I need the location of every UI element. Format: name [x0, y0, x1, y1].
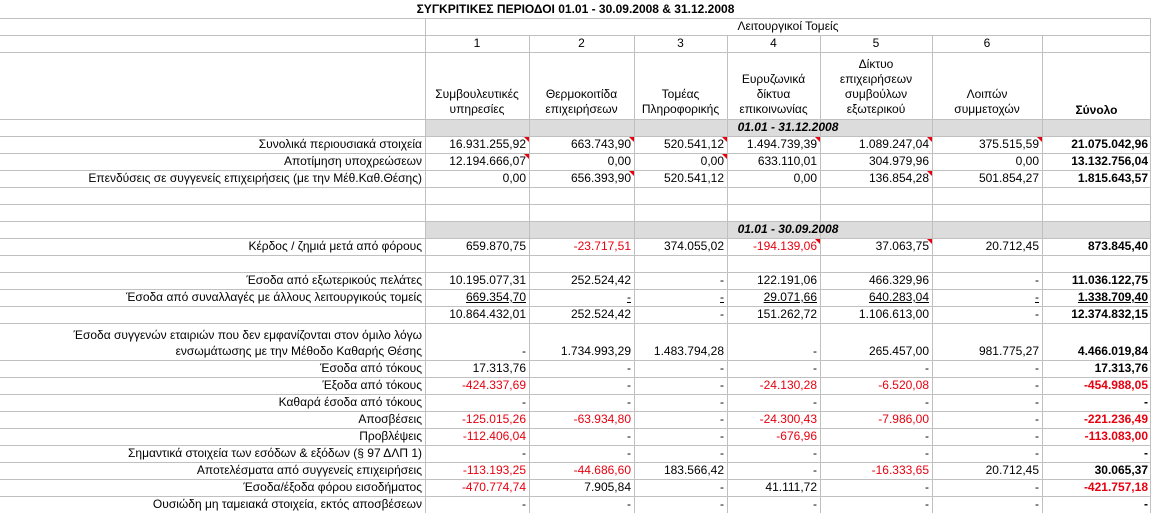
revenue-row-value[interactable]: -: [1035, 307, 1039, 321]
asset-row-value[interactable]: 0,00: [1015, 154, 1039, 168]
assoc-value[interactable]: -: [522, 344, 526, 358]
detail-row-value[interactable]: -: [1035, 361, 1039, 375]
detail-row-value[interactable]: -: [813, 361, 817, 375]
asset-row-label[interactable]: Συνολικά περιουσιακά στοιχεία: [258, 137, 422, 151]
profit-row-total[interactable]: 873.845,40: [1087, 239, 1148, 253]
segment-name-2[interactable]: Θερμοκοιτίδα: [545, 87, 618, 101]
segment-name-5[interactable]: εξωτερικού: [846, 102, 906, 116]
detail-row-value[interactable]: -: [813, 395, 817, 409]
segment-number-6[interactable]: 6: [983, 36, 991, 50]
detail-row-value[interactable]: -: [522, 395, 526, 409]
asset-row-value[interactable]: 0,00: [700, 154, 724, 168]
assoc-total[interactable]: 4.466.019,84: [1077, 344, 1148, 358]
detail-row-label[interactable]: Καθαρά έσοδα από τόκους: [278, 395, 422, 409]
asset-row-label[interactable]: Επενδύσεις σε συγγενείς επιχειρήσεις (με την Μέθ.Καθ.Θέσης): [88, 171, 422, 185]
detail-row-value[interactable]: -112.406,04: [462, 429, 526, 443]
comment-marker-icon: [1037, 137, 1042, 142]
detail-row-value[interactable]: -: [720, 361, 724, 375]
detail-row-value[interactable]: -: [627, 361, 631, 375]
detail-row-value[interactable]: -: [720, 497, 724, 511]
segment-name-4[interactable]: δίκτυα: [756, 87, 791, 101]
asset-row-value[interactable]: 375.515,59: [978, 137, 1039, 151]
revenue-row-value[interactable]: -: [720, 273, 724, 287]
segment-name-5[interactable]: επιχειρήσεων: [839, 72, 913, 86]
detail-row-value[interactable]: 20.712,45: [985, 463, 1039, 477]
detail-row-value[interactable]: -: [627, 378, 631, 392]
comment-marker-icon: [629, 137, 634, 142]
segment-name-6[interactable]: συμμετοχών: [954, 102, 1020, 116]
revenue-row-value[interactable]: 122.191,06: [756, 273, 817, 287]
asset-row-value[interactable]: 16.931.255,92: [449, 137, 526, 151]
revenue-row-value[interactable]: 252.524,42: [570, 307, 631, 321]
detail-row-label[interactable]: Έξοδα από τόκους: [322, 378, 422, 392]
revenue-row-value[interactable]: 640.283,04: [868, 290, 929, 304]
revenue-row-value[interactable]: 151.262,72: [756, 307, 817, 321]
detail-row-value[interactable]: -424.337,69: [461, 378, 526, 392]
profit-row-value[interactable]: 659.870,75: [465, 239, 526, 253]
detail-row-value[interactable]: -63.934,80: [573, 412, 631, 426]
comment-marker-icon: [722, 137, 727, 142]
period-label-1: 01.01 - 31.12.2008: [737, 120, 839, 134]
detail-row-value[interactable]: -44.686,60: [573, 463, 631, 477]
comment-marker-icon: [815, 239, 820, 244]
asset-row-total[interactable]: 13.132.756,04: [1071, 154, 1148, 168]
detail-row-value[interactable]: -: [813, 497, 817, 511]
comment-marker-icon: [815, 137, 820, 142]
asset-row-total[interactable]: 1.815.643,57: [1077, 171, 1148, 185]
assoc-label-line1[interactable]: Έσοδα συγγενών εταιριών που δεν εμφανίζονται στον όμιλο λόγω: [73, 328, 422, 342]
detail-row-label[interactable]: Ουσιώδη μη ταμειακά στοιχεία, εκτός αποσβέσεων: [152, 497, 422, 511]
detail-row-value[interactable]: -24.130,28: [759, 378, 817, 392]
asset-row-value[interactable]: 520.541,12: [663, 137, 724, 151]
detail-row-label[interactable]: Έσοδα/έξοδα φόρου εισοδήματος: [243, 480, 422, 494]
detail-row-value[interactable]: -: [1035, 412, 1039, 426]
comment-marker-icon: [927, 239, 932, 244]
asset-row-value[interactable]: 12.194.666,07: [449, 154, 526, 168]
detail-row-value[interactable]: -: [813, 446, 817, 460]
assoc-value[interactable]: -: [813, 344, 817, 358]
revenue-row-value[interactable]: -: [1035, 273, 1039, 287]
asset-row-value[interactable]: 1.089.247,04: [858, 137, 929, 151]
asset-row-value[interactable]: 663.743,90: [570, 137, 631, 151]
profit-row-label[interactable]: Κέρδος / ζημιά μετά από φόρους: [248, 239, 422, 253]
asset-row-value[interactable]: 520.541,12: [663, 171, 724, 185]
detail-row-label[interactable]: Αποτελέσματα από συγγενείς επιχειρήσεις: [196, 463, 422, 477]
segment-number-3[interactable]: 3: [677, 36, 684, 50]
detail-row-label[interactable]: Έσοδα από τόκους: [320, 361, 422, 375]
detail-row-value[interactable]: -: [627, 395, 631, 409]
detail-row-value[interactable]: -: [627, 497, 631, 511]
comment-marker-icon: [927, 137, 932, 142]
detail-row-total[interactable]: -: [1144, 497, 1148, 511]
comment-marker-icon: [629, 171, 634, 176]
segment-name-2[interactable]: επιχειρήσεων: [545, 102, 618, 116]
comment-marker-icon: [927, 171, 932, 176]
detail-row-total[interactable]: -113.083,00: [1084, 429, 1148, 443]
total-column-header: Σύνολο: [1075, 103, 1118, 117]
segment-name-3[interactable]: Πληροφορικής: [641, 102, 720, 116]
detail-row-value[interactable]: -: [720, 446, 724, 460]
revenue-row-value[interactable]: 252.524,42: [570, 273, 631, 287]
detail-row-value[interactable]: 7.905,84: [584, 480, 631, 494]
asset-row-value[interactable]: 633.110,01: [757, 154, 817, 168]
detail-row-total[interactable]: 17.313,76: [1094, 361, 1148, 375]
segment-name-5[interactable]: συμβούλων: [844, 87, 908, 101]
comment-marker-icon: [524, 137, 529, 142]
detail-row-value[interactable]: -113.193,25: [462, 463, 526, 477]
detail-row-value[interactable]: -: [627, 446, 631, 460]
detail-row-total[interactable]: -421.757,18: [1083, 480, 1148, 494]
detail-row-value[interactable]: -676,96: [776, 429, 817, 443]
detail-row-label[interactable]: Προβλέψεις: [359, 429, 422, 443]
detail-row-value[interactable]: -: [720, 480, 724, 494]
detail-row-value[interactable]: -: [925, 497, 929, 511]
detail-row-value[interactable]: -16.333,65: [871, 463, 929, 477]
detail-row-total[interactable]: -454.988,05: [1083, 378, 1148, 392]
detail-row-value[interactable]: -7.986,00: [878, 412, 929, 426]
period-label-2: 01.01 - 30.09.2008: [737, 222, 839, 236]
detail-row-value[interactable]: -: [720, 412, 724, 426]
detail-row-value[interactable]: -: [1035, 497, 1039, 511]
profit-row-value[interactable]: 37.063,75: [875, 239, 929, 253]
detail-row-total[interactable]: 30.065,37: [1094, 463, 1148, 477]
assoc-value[interactable]: 981.775,27: [978, 344, 1039, 358]
detail-row-total[interactable]: -: [1144, 446, 1148, 460]
detail-row-value[interactable]: -: [1035, 395, 1039, 409]
assoc-label-line2[interactable]: ενσωμάτωσης με την Μέθοδο Καθαρής Θέσης: [175, 344, 422, 358]
asset-row-value[interactable]: 1.494.739,39: [746, 137, 817, 151]
revenue-row-label[interactable]: Έσοδα από συναλλαγές με άλλους λειτουργικούς τομείς: [126, 290, 422, 304]
detail-row-value[interactable]: -: [522, 446, 526, 460]
detail-row-value[interactable]: -6.520,08: [878, 378, 929, 392]
revenue-row-value[interactable]: 29.071,66: [763, 290, 817, 304]
segment-name-5[interactable]: Δίκτυο: [858, 57, 894, 71]
segments-header: Λειτουργικοί Τομείς: [737, 19, 839, 33]
asset-row-value[interactable]: 304.979,96: [868, 154, 929, 168]
detail-row-value[interactable]: -: [1035, 429, 1039, 443]
detail-row-value[interactable]: -: [720, 429, 724, 443]
revenue-row-value[interactable]: -: [627, 290, 631, 304]
assoc-value[interactable]: 1.483.794,28: [653, 344, 724, 358]
segment-name-4[interactable]: επικοινωνίας: [739, 102, 808, 116]
revenue-row-value[interactable]: 1.106.613,00: [858, 307, 929, 321]
detail-row-value[interactable]: 41.111,72: [765, 480, 817, 494]
segment-number-1[interactable]: 1: [473, 36, 481, 50]
revenue-row-label[interactable]: Έσοδα από εξωτερικούς πελάτες: [246, 273, 422, 287]
detail-row-value[interactable]: -125.015,26: [461, 412, 526, 426]
segment-name-1[interactable]: Συμβουλευτικές: [435, 87, 519, 101]
revenue-row-total[interactable]: 1.338.709,40: [1077, 290, 1148, 304]
asset-row-value[interactable]: 0,00: [793, 171, 817, 185]
detail-row-value[interactable]: -: [627, 429, 631, 443]
revenue-row-value[interactable]: 10.195.077,31: [449, 273, 526, 287]
detail-row-value[interactable]: -470.774,74: [461, 480, 526, 494]
detail-row-value[interactable]: -: [925, 480, 929, 494]
segment-name-3[interactable]: Τομέας: [661, 87, 700, 101]
detail-row-value[interactable]: -: [720, 378, 724, 392]
segment-name-4[interactable]: Ευρυζωνικά: [741, 72, 806, 86]
assoc-value[interactable]: 265.457,00: [868, 344, 929, 358]
segment-number-4[interactable]: 4: [770, 36, 777, 50]
detail-row-value[interactable]: -: [720, 395, 724, 409]
segment-number-2[interactable]: 2: [578, 36, 585, 50]
detail-row-value[interactable]: -: [522, 497, 526, 511]
detail-row-value[interactable]: -: [813, 463, 817, 477]
profit-row-value[interactable]: -23.717,51: [573, 239, 631, 253]
detail-row-label[interactable]: Αποσβέσεις: [358, 412, 422, 426]
detail-row-value[interactable]: -: [925, 429, 929, 443]
asset-row-value[interactable]: 501.854,27: [978, 171, 1039, 185]
detail-row-value[interactable]: -: [1035, 378, 1039, 392]
asset-row-value[interactable]: 136.854,28: [868, 171, 929, 185]
profit-row-value[interactable]: -194.139,06: [752, 239, 817, 253]
detail-row-value[interactable]: -: [1035, 480, 1039, 494]
detail-row-value[interactable]: 17.313,76: [472, 361, 526, 375]
profit-row-value[interactable]: 374.055,02: [663, 239, 724, 253]
detail-row-total[interactable]: -221.236,49: [1083, 412, 1148, 426]
profit-row-value[interactable]: 20.712,45: [985, 239, 1039, 253]
segment-name-1[interactable]: υπηρεσίες: [449, 102, 505, 116]
comment-marker-icon: [524, 154, 529, 159]
revenue-row-total[interactable]: 11.036.122,75: [1071, 273, 1148, 287]
revenue-row-value[interactable]: 669.354,70: [465, 290, 526, 304]
asset-row-value[interactable]: 656.393,90: [570, 171, 631, 185]
detail-row-total[interactable]: -: [1144, 395, 1148, 409]
revenue-row-value[interactable]: -: [720, 307, 724, 321]
detail-row-value[interactable]: -: [1035, 446, 1039, 460]
detail-row-value[interactable]: -: [925, 395, 929, 409]
detail-row-label[interactable]: Σημαντικά στοιχεία των εσόδων & εξόδων (§ 97 ΔΛΠ 1): [128, 446, 422, 460]
asset-row-label[interactable]: Αποτίμηση υποχρεώσεων: [283, 154, 422, 168]
revenue-row-value[interactable]: 10.864.432,01: [449, 307, 526, 321]
comment-marker-icon: [722, 154, 727, 159]
detail-row-value[interactable]: -24.300,43: [759, 412, 817, 426]
revenue-row-value[interactable]: 466.329,96: [868, 273, 929, 287]
revenue-row-value[interactable]: -: [1035, 290, 1039, 304]
detail-row-value[interactable]: -: [925, 361, 929, 375]
assoc-value[interactable]: 1.734.993,29: [560, 344, 631, 358]
detail-row-value[interactable]: 183.566,42: [663, 463, 724, 477]
revenue-row-value[interactable]: -: [720, 290, 724, 304]
segment-number-5[interactable]: 5: [872, 36, 880, 50]
asset-row-value[interactable]: 0,00: [502, 171, 526, 185]
sheet-title: ΣΥΓΚΡΙΤΙΚΕΣ ΠΕΡΙΟΔΟΙ 01.01 - 30.09.2008 & 31.12.2008: [416, 2, 735, 16]
segment-name-6[interactable]: Λοιπών: [966, 87, 1008, 101]
asset-row-total[interactable]: 21.075.042,96: [1071, 137, 1148, 151]
asset-row-value[interactable]: 0,00: [607, 154, 631, 168]
detail-row-value[interactable]: -: [925, 446, 929, 460]
revenue-row-total[interactable]: 12.374.832,15: [1071, 307, 1148, 321]
